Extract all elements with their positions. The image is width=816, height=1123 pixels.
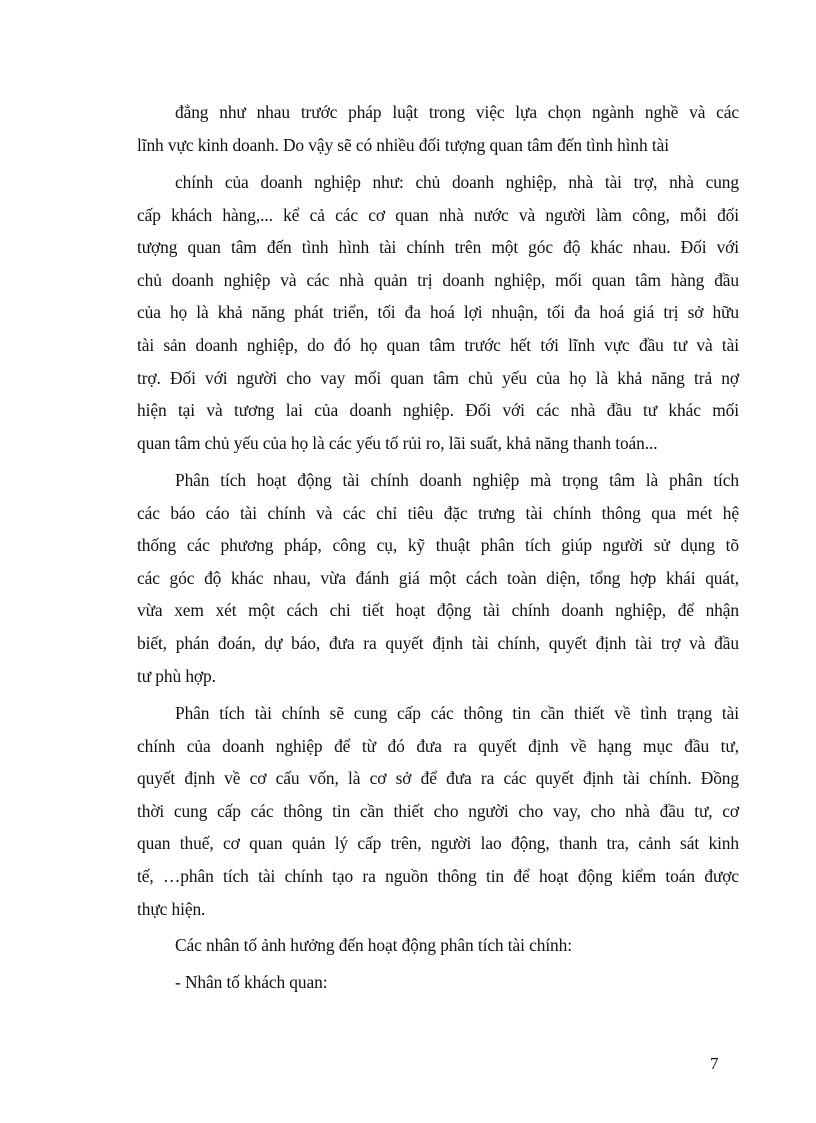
text-line: quyết định về cơ cấu vốn, là cơ sở để đưa ra các quyết định tài chính. Đồng xyxy=(137,768,739,789)
text-line: Phân tích hoạt động tài chính doanh nghiệp mà trọng tâm là phân tích xyxy=(175,470,739,490)
text-line: thời cung cấp các thông tin cần thiết cho người cho vay, cho nhà đầu tư, cơ xyxy=(137,800,739,821)
text-line: Phân tích tài chính sẽ cung cấp các thông tin cần thiết về tình trạng tài xyxy=(175,703,739,723)
paragraph-stakeholders xyxy=(137,166,739,459)
text-line: vừa xem xét một cách chi tiết hoạt động tài chính doanh nghiệp, để nhận xyxy=(137,600,739,621)
paragraph-analysis xyxy=(137,464,739,692)
text-line: các góc độ khác nhau, vừa đánh giá một cách toàn diện, tổng hợp khái quát, xyxy=(137,567,739,588)
text-line: trợ. Đối với người cho vay mối quan tâm chủ yếu của họ là khả năng trả nợ xyxy=(137,367,739,388)
text-line: chủ doanh nghiệp và các nhà quản trị doanh nghiệp, mối quan tâm hàng đầu xyxy=(137,269,739,290)
text-line: tế, …phân tích tài chính tạo ra nguồn thông tin để hoạt động kiểm toán được xyxy=(137,865,739,886)
text-line: hiện tại và tương lai của doanh nghiệp. Đối với các nhà đầu tư khác mối xyxy=(137,400,739,421)
text-line: quan thuế, cơ quan quản lý cấp trên, người lao động, thanh tra, cảnh sát kinh xyxy=(137,833,739,854)
page-number: 7 xyxy=(710,1054,719,1073)
text-line: tài sản doanh nghiệp, do đó họ quan tâm trước hết tới lĩnh vực đầu tư và tài xyxy=(137,334,739,355)
text-line: cấp khách hàng,... kể cả các cơ quan nhà nước và người làm công, mỗi đối xyxy=(137,204,739,225)
text-line: lĩnh vực kinh doanh. Do vậy sẽ có nhiều đối tượng quan tâm đến tình hình tài xyxy=(137,134,669,155)
list-item-objective-factors xyxy=(137,966,739,999)
text-line: - Nhân tố khách quan: xyxy=(175,972,328,992)
text-line: thực hiện. xyxy=(137,898,206,919)
text-line: thống các phương pháp, công cụ, kỹ thuật phân tích giúp người sử dụng tõ xyxy=(137,535,739,556)
text-line: quan tâm chủ yếu của họ là các yếu tố rủi ro, lãi suất, khả năng thanh toán... xyxy=(137,432,658,453)
text-line: chính của doanh nghiệp để từ đó đưa ra quyết định về hạng mục đầu tư, xyxy=(137,735,739,756)
text-line: đẳng như nhau trước pháp luật trong việc lựa chọn ngành nghề và các xyxy=(175,102,739,122)
text-line: tư phù hợp. xyxy=(137,665,216,686)
paragraph-continuation xyxy=(137,96,739,161)
text-line: tượng quan tâm đến tình hình tài chính trên một góc độ khác nhau. Đối với xyxy=(137,237,739,258)
text-line: Các nhân tố ảnh hưởng đến hoạt động phân tích tài chính: xyxy=(175,935,572,955)
text-line: biết, phán đoán, dự báo, đưa ra quyết định tài chính, quyết định tài trợ và đầu xyxy=(137,632,739,653)
text-line: của họ là khả năng phát triển, tối đa hoá lợi nhuận, tối đa hoá giá trị sở hữu xyxy=(137,302,739,323)
paragraph-information xyxy=(137,697,739,925)
paragraph-factors-heading xyxy=(137,929,739,962)
text-line: chính của doanh nghiệp như: chủ doanh nghiệp, nhà tài trợ, nhà cung xyxy=(175,172,739,192)
text-line: các báo cáo tài chính và các chỉ tiêu đặc trưng tài chính thông qua mét hệ xyxy=(137,502,739,523)
